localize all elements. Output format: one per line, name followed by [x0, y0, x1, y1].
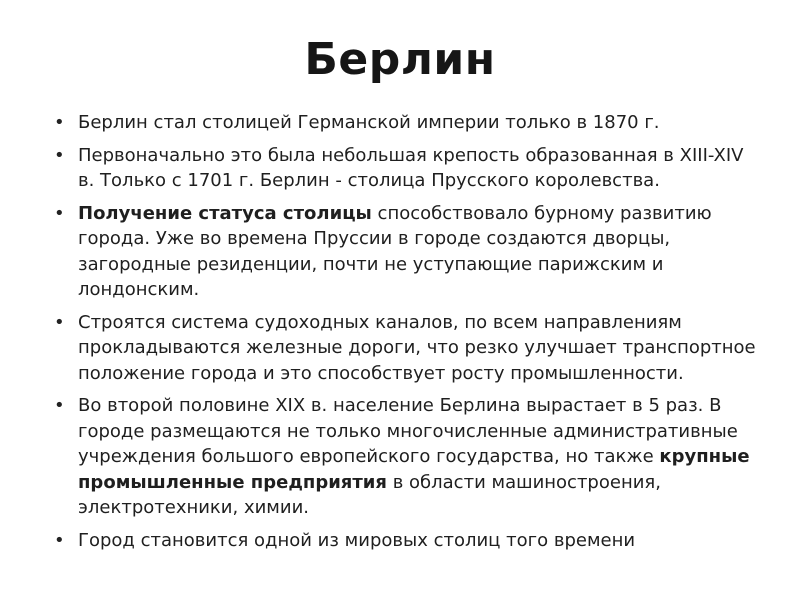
bullet-text: способствовало бурному развитию города. Уже во времена Пруссии в городе создаются дворцы, загородные резиденции, почти не уступающие парижским и лондонским.	[78, 202, 712, 300]
bullet-text: Берлин стал столицей Германской империи только в 1870 г.	[78, 112, 660, 133]
bullet-text: в области машиностроения, электротехники, химии.	[78, 471, 661, 518]
bullet-dot-icon: •	[54, 144, 65, 166]
bullet-item	[40, 528, 760, 554]
bullet-bold-text: крупные промышленные предприятия	[78, 446, 750, 493]
bullet-item	[40, 201, 760, 303]
bullet-item	[40, 393, 760, 521]
bullet-item	[40, 110, 760, 136]
bullet-dot-icon: •	[54, 311, 65, 333]
slide-title: Берлин	[304, 34, 496, 85]
bullet-text: Строятся система судоходных каналов, по всем направлениям прокладываются железные дороги, что резко улучшает транспортное положение города и это способствует росту промышленности.	[78, 311, 756, 384]
bullet-text: Во второй половине XIX в. население Берлина вырастает в 5 раз. В городе размещаются не только многочисленные административные учреждения большого европейского государства, но также	[78, 395, 738, 467]
bullet-list	[40, 110, 760, 560]
bullet-text: Первоначально это была небольшая крепость образованная в XIII-XIV в. Только с 1701 г. Берлин - столица Прусского королевства.	[78, 144, 744, 191]
bullet-text: Город становится одной из мировых столиц того времени	[78, 529, 636, 551]
bullet-dot-icon: •	[54, 529, 65, 551]
bullet-item	[40, 143, 760, 194]
bullet-dot-icon: •	[54, 202, 65, 224]
bullet-item	[40, 310, 760, 387]
bullet-bold-text: Получение статуса столицы	[78, 202, 372, 224]
bullet-dot-icon: •	[54, 395, 65, 416]
bullet-dot-icon: •	[54, 112, 65, 133]
